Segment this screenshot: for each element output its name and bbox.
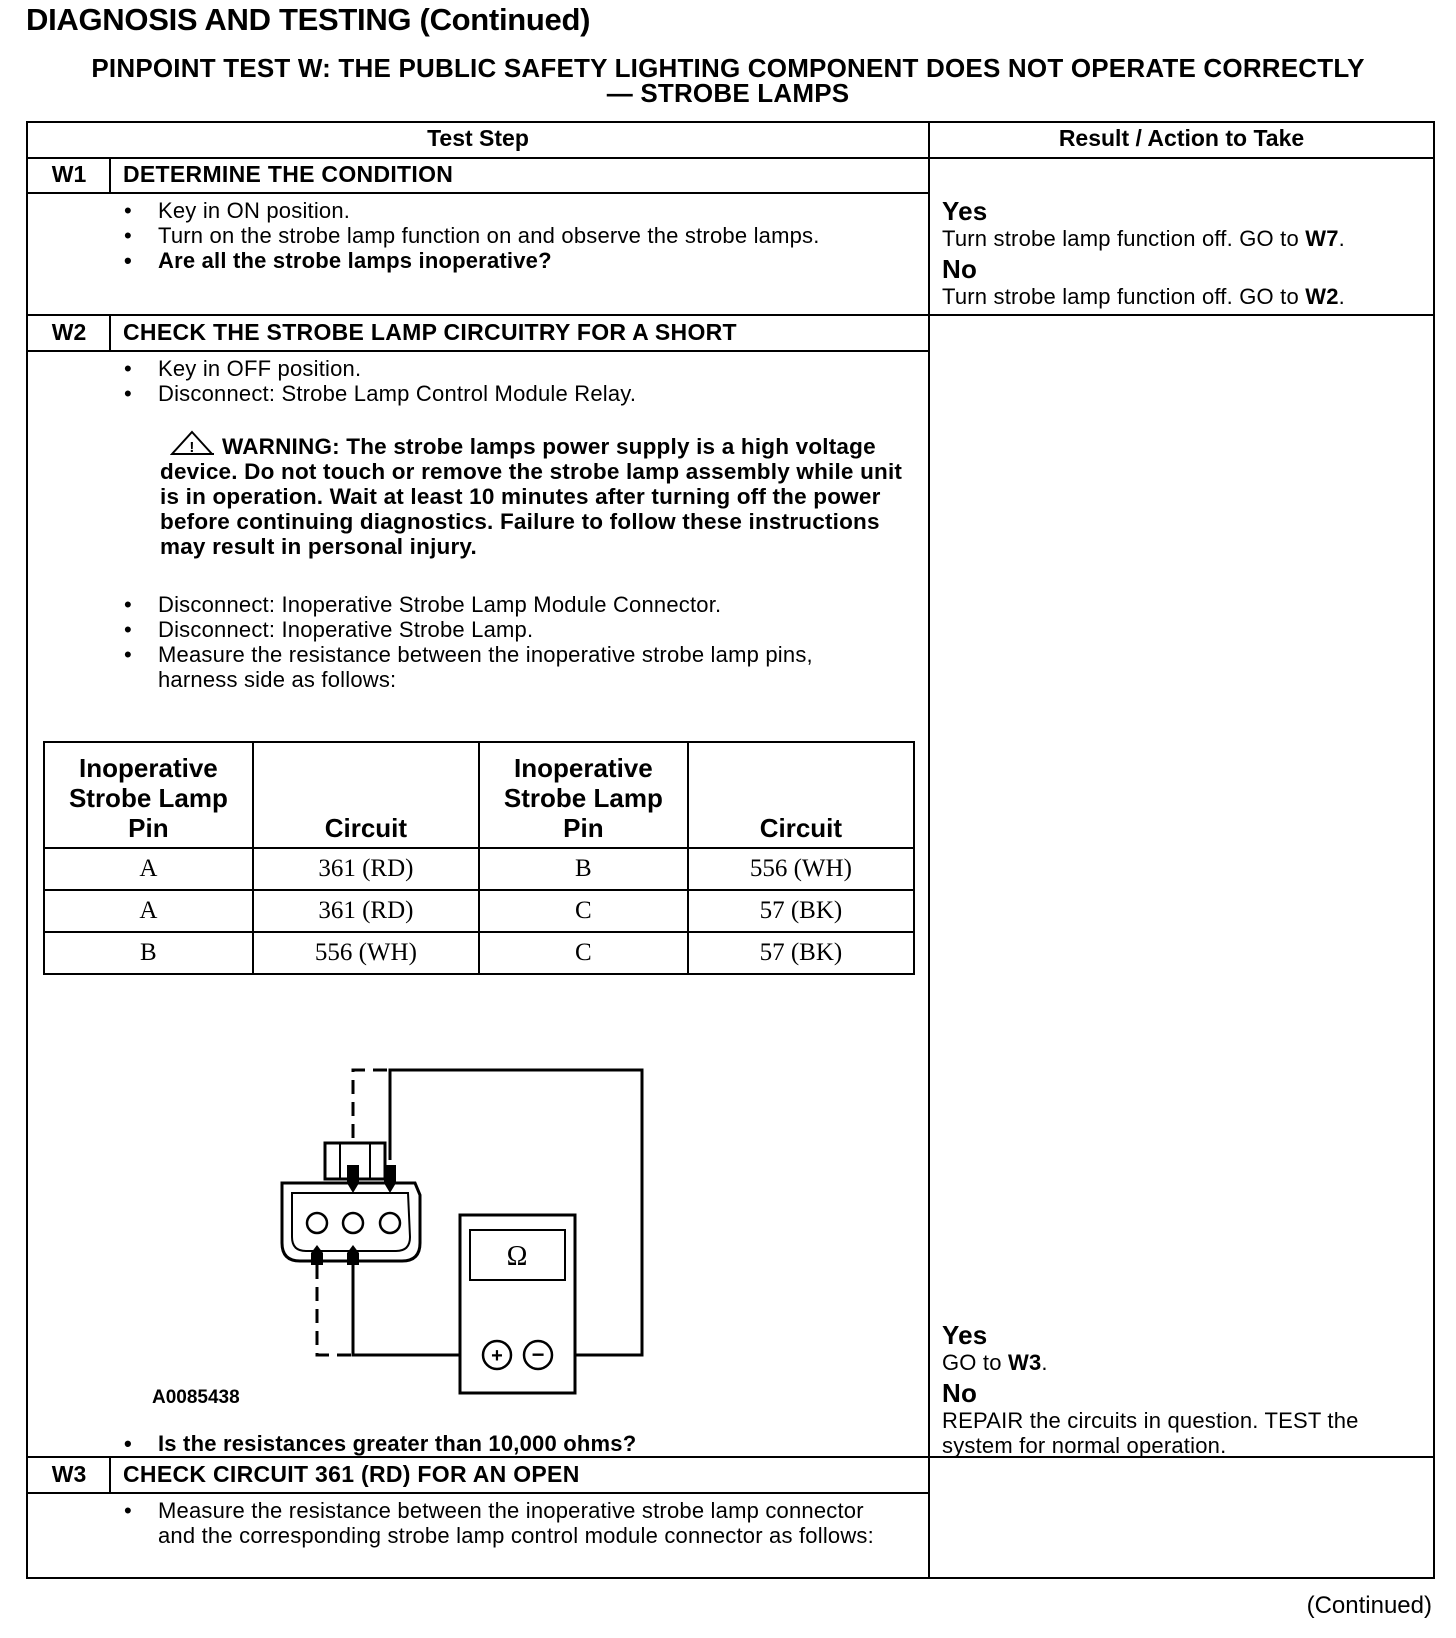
list-item: • Are all the strobe lamps inoperative? xyxy=(124,248,552,273)
no-action: Turn strobe lamp function off. GO to W2. xyxy=(942,284,1345,309)
table-cell: 361 (RD) xyxy=(253,890,479,932)
column-header-result: Result / Action to Take xyxy=(1058,125,1305,151)
col-header: Inoperative Strobe Lamp Pin xyxy=(44,742,253,848)
connector-ohmmeter-diagram xyxy=(270,1065,650,1395)
page-title: DIAGNOSIS AND TESTING (Continued) xyxy=(26,2,591,37)
table-cell: C xyxy=(479,890,688,932)
alternate-lead-bottom xyxy=(317,1265,353,1355)
table-cell: B xyxy=(479,848,688,890)
yes-action: Turn strobe lamp function off. GO to W7. xyxy=(942,226,1345,251)
list-item: • Is the resistances greater than 10,000 ohms? xyxy=(124,1431,637,1456)
table-row xyxy=(44,848,914,890)
ohm-symbol: Ω xyxy=(506,1241,528,1272)
table-cell: 361 (RD) xyxy=(253,848,479,890)
list-item: • Key in OFF position. xyxy=(124,356,362,381)
step-id-w1: W1 xyxy=(51,161,87,187)
w2-instructions-a xyxy=(124,356,884,406)
svg-text:!: ! xyxy=(189,439,195,456)
yes-label: Yes xyxy=(942,1320,988,1350)
warning-block xyxy=(160,430,920,559)
test-title-line-2: — STROBE LAMPS xyxy=(606,78,850,108)
list-item: • Key in ON position. xyxy=(124,198,351,223)
step-heading-w1: DETERMINE THE CONDITION xyxy=(123,161,454,187)
figure-id: A0085438 xyxy=(152,1387,240,1408)
table-cell: B xyxy=(44,932,253,974)
table-cell: 57 (BK) xyxy=(688,890,914,932)
no-label: No xyxy=(942,1378,978,1408)
table-row xyxy=(44,932,914,974)
table-header-row xyxy=(44,742,914,848)
w1-instructions xyxy=(124,198,884,273)
list-item: • Turn on the strobe lamp function on and observe the strobe lamps. xyxy=(124,223,820,248)
w2-instructions-b xyxy=(124,592,884,692)
column-header-test-step: Test Step xyxy=(427,125,529,151)
w1-result xyxy=(942,196,1422,309)
yes-label: Yes xyxy=(942,196,988,226)
w2-question xyxy=(124,1431,884,1456)
step-heading-w3: CHECK CIRCUIT 361 (RD) FOR AN OPEN xyxy=(123,1461,580,1487)
ohmmeter xyxy=(460,1215,575,1393)
list-item: • Disconnect: Inoperative Strobe Lamp. xyxy=(124,617,534,642)
pin-resistance-table xyxy=(43,741,915,975)
col-header: Inoperative Strobe Lamp Pin xyxy=(479,742,688,848)
w3-instructions xyxy=(124,1498,884,1548)
list-item: • Disconnect: Inoperative Strobe Lamp Module Connector. xyxy=(124,592,722,617)
warning-text: WARNING: The strobe lamps power supply is a high voltage device. Do not touch or remove the strobe lamp assembly while unit is in operation. Wait at least 10 minutes after turning off the power before continuing diagnostics. Failure to follow these instructions may result in personal injury. xyxy=(160,434,903,559)
strobe-lamp-connector xyxy=(282,1143,420,1265)
continued-footer: (Continued) xyxy=(1306,1592,1432,1619)
no-action: REPAIR the circuits in question. TEST the system for normal operation. xyxy=(942,1408,1359,1458)
list-item: • Measure the resistance between the inoperative strobe lamp pins, harness side as follows: xyxy=(124,642,813,692)
table-cell: A xyxy=(44,890,253,932)
table-cell: 556 (WH) xyxy=(253,932,479,974)
table-row xyxy=(44,890,914,932)
col-header: Circuit xyxy=(688,742,914,848)
table-cell: A xyxy=(44,848,253,890)
table-cell: 556 (WH) xyxy=(688,848,914,890)
table-cell: 57 (BK) xyxy=(688,932,914,974)
step-id-w2: W2 xyxy=(51,319,87,345)
col-header: Circuit xyxy=(253,742,479,848)
yes-action: GO to W3. xyxy=(942,1350,1048,1375)
svg-text:+: + xyxy=(491,1345,503,1367)
no-label: No xyxy=(942,254,978,284)
warning-triangle-icon xyxy=(170,430,214,456)
pinpoint-test-title xyxy=(28,53,1428,108)
list-item: • Measure the resistance between the inoperative strobe lamp connector and the corresponding strobe lamp control module connector as follows: xyxy=(124,1498,874,1548)
svg-text:−: − xyxy=(531,1342,545,1367)
test-title-line-1: PINPOINT TEST W: THE PUBLIC SAFETY LIGHTING COMPONENT DOES NOT OPERATE CORRECTLY xyxy=(91,53,1365,83)
step-id-w3: W3 xyxy=(51,1461,87,1487)
step-heading-w2: CHECK THE STROBE LAMP CIRCUITRY FOR A SHORT xyxy=(123,319,737,345)
table-cell: C xyxy=(479,932,688,974)
list-item: • Disconnect: Strobe Lamp Control Module Relay. xyxy=(124,381,637,406)
w2-result xyxy=(942,1320,1427,1458)
